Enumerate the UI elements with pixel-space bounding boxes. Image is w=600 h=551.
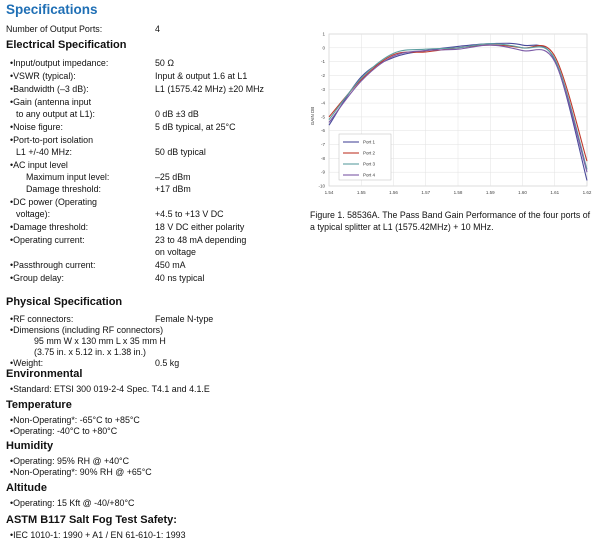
dc-power-label-1: •DC power (Operating bbox=[10, 197, 97, 207]
x-tick-label: 1.56 bbox=[389, 190, 398, 195]
damage-input-label: Damage threshold: bbox=[26, 184, 101, 194]
y-tick-label: -1 bbox=[320, 59, 325, 65]
vswr-value: Input & output 1.6 at L1 bbox=[155, 71, 248, 81]
gain-value: 0 dB ±3 dB bbox=[155, 109, 199, 119]
y-tick-label: -9 bbox=[320, 169, 325, 175]
temperature-non-operating: •Non-Operating*: -65°C to +85°C bbox=[10, 415, 140, 425]
weight-value: 0.5 kg bbox=[155, 358, 180, 368]
current-value-2: on voltage bbox=[155, 247, 196, 257]
page-title: Specifications bbox=[6, 2, 98, 17]
impedance-label: •Input/output impedance: bbox=[10, 58, 109, 68]
max-input-label: Maximum input level: bbox=[26, 172, 110, 182]
dimensions-mm: 95 mm W x 130 mm L x 35 mm H bbox=[34, 336, 166, 346]
humidity-non-operating: •Non-Operating*: 90% RH @ +65°C bbox=[10, 467, 152, 477]
dc-power-label-2: voltage): bbox=[16, 209, 51, 219]
current-value-1: 23 to 48 mA depending bbox=[155, 235, 247, 245]
x-tick-label: 1.62 bbox=[582, 190, 592, 195]
output-ports-value: 4 bbox=[155, 24, 160, 34]
ac-input-label: •AC input level bbox=[10, 160, 68, 170]
vswr-label: •VSWR (typical): bbox=[10, 71, 76, 81]
isolation-label-2: L1 +/-40 MHz: bbox=[16, 147, 72, 157]
gain-label-1: •Gain (antenna input bbox=[10, 97, 92, 107]
weight-label: •Weight: bbox=[10, 358, 44, 368]
y-tick-label: 0 bbox=[322, 45, 325, 51]
y-tick-label: -3 bbox=[320, 86, 325, 92]
y-tick-label: -7 bbox=[320, 142, 325, 148]
bandwidth-value: L1 (1575.42 MHz) ±20 MHz bbox=[155, 84, 264, 94]
x-tick-label: 1.54 bbox=[324, 190, 334, 195]
group-delay-label: •Group delay: bbox=[10, 273, 64, 283]
passthrough-value: 450 mA bbox=[155, 260, 186, 270]
x-tick-label: 1.61 bbox=[550, 190, 560, 195]
humidity-heading: Humidity bbox=[6, 440, 54, 452]
pass-band-gain-chart bbox=[305, 28, 595, 203]
output-ports-label: Number of Output Ports: bbox=[6, 24, 103, 34]
legend-label: Port 2 bbox=[363, 150, 376, 156]
impedance-value: 50 Ω bbox=[155, 58, 174, 68]
noise-value: 5 dB typical, at 25°C bbox=[155, 122, 236, 132]
passthrough-label: •Passthrough current: bbox=[10, 260, 96, 270]
current-label: •Operating current: bbox=[10, 235, 85, 245]
gain-label-2: to any output at L1): bbox=[16, 109, 95, 119]
rf-connectors-label: •RF connectors: bbox=[10, 314, 74, 324]
y-tick-label: -10 bbox=[318, 183, 325, 189]
dc-damage-label: •Damage threshold: bbox=[10, 222, 89, 232]
noise-label: •Noise figure: bbox=[10, 122, 63, 132]
temperature-heading: Temperature bbox=[6, 399, 72, 411]
legend-label: Port 4 bbox=[363, 172, 376, 178]
damage-input-value: +17 dBm bbox=[155, 184, 191, 194]
dc-damage-value: 18 V DC either polarity bbox=[155, 222, 245, 232]
environmental-heading: Environmental bbox=[6, 368, 83, 380]
y-tick-label: -5 bbox=[320, 114, 325, 120]
altitude-operating: •Operating: 15 Kft @ -40/+80°C bbox=[10, 498, 135, 508]
salt-fog-heading: ASTM B117 Salt Fog Test Safety: bbox=[6, 514, 177, 526]
x-tick-label: 1.59 bbox=[485, 190, 495, 195]
rf-connectors-value: Female N-type bbox=[155, 314, 214, 324]
y-tick-label: -6 bbox=[320, 128, 325, 134]
physical-heading: Physical Specification bbox=[6, 296, 123, 308]
altitude-heading: Altitude bbox=[6, 482, 47, 494]
x-tick-label: 1.60 bbox=[518, 190, 527, 195]
y-tick-label: 1 bbox=[322, 31, 325, 37]
y-tick-label: -2 bbox=[320, 72, 325, 78]
environmental-standard: •Standard: ETSI 300 019-2-4 Spec. T4.1 and 4.1.E bbox=[10, 384, 210, 394]
dc-power-value: +4.5 to +13 V DC bbox=[155, 209, 224, 219]
salt-fog-standard: •IEC 1010-1: 1990 + A1 / EN 61-610-1: 1993 bbox=[10, 530, 186, 540]
dimensions-in: (3.75 in. x 5.12 in. x 1.38 in.) bbox=[34, 347, 146, 357]
legend-label: Port 1 bbox=[363, 139, 376, 145]
group-delay-value: 40 ns typical bbox=[155, 273, 205, 283]
y-tick-label: -4 bbox=[320, 100, 325, 106]
bandwidth-label: •Bandwidth (–3 dB): bbox=[10, 84, 89, 94]
figure-caption: Figure 1. 58536A. The Pass Band Gain Performance of the four ports of a typical splitter at L1 (1575.42MHz) + 10 MHz. bbox=[310, 210, 591, 232]
max-input-value: –25 dBm bbox=[155, 172, 191, 182]
isolation-value: 50 dB typical bbox=[155, 147, 206, 157]
temperature-operating: •Operating: -40°C to +80°C bbox=[10, 426, 118, 436]
x-tick-label: 1.55 bbox=[356, 190, 366, 195]
humidity-operating: •Operating: 95% RH @ +40°C bbox=[10, 456, 130, 466]
x-tick-label: 1.57 bbox=[421, 190, 431, 195]
legend-label: Port 3 bbox=[363, 161, 376, 167]
dimensions-label: •Dimensions (including RF connectors) bbox=[10, 325, 164, 335]
x-tick-label: 1.58 bbox=[453, 190, 463, 195]
electrical-heading: Electrical Specification bbox=[6, 39, 127, 51]
y-tick-label: -8 bbox=[320, 155, 325, 161]
y-axis-label: GAIN DB bbox=[310, 106, 315, 126]
isolation-label-1: •Port-to-port isolation bbox=[10, 135, 94, 145]
